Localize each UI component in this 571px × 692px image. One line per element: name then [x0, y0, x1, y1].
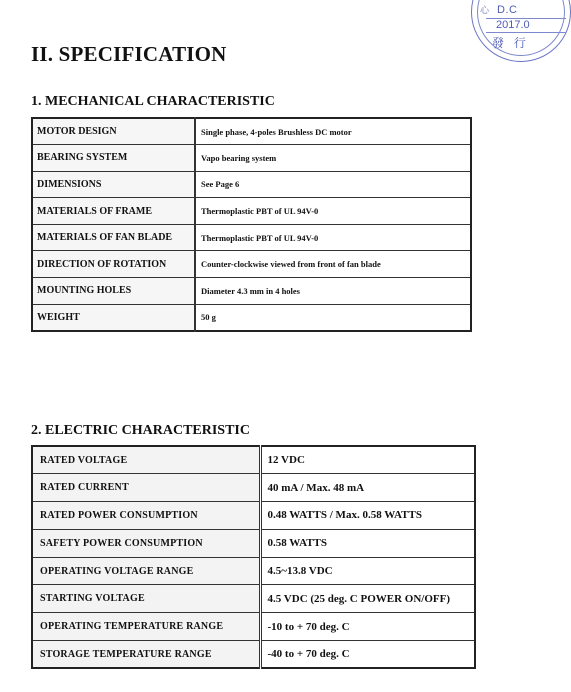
row-value: 40 mA / Max. 48 mA [260, 474, 475, 502]
row-label: MOTOR DESIGN [32, 118, 195, 145]
mechanical-section-title: 1. MECHANICAL CHARACTERISTIC [31, 94, 275, 109]
row-label: OPERATING TEMPERATURE RANGE [32, 613, 260, 641]
row-value: Diameter 4.3 mm in 4 holes [195, 278, 471, 305]
electric-table [31, 445, 476, 669]
row-value: -40 to + 70 deg. C [260, 641, 475, 669]
table-row [32, 557, 475, 585]
row-label: OPERATING VOLTAGE RANGE [32, 557, 260, 585]
table-row [32, 613, 475, 641]
row-label: RATED CURRENT [32, 474, 260, 502]
mechanical-table [31, 117, 472, 332]
row-value: Vapo bearing system [195, 145, 471, 172]
table-row [32, 529, 475, 557]
row-label: RATED POWER CONSUMPTION [32, 502, 260, 530]
page-title: II. SPECIFICATION [31, 42, 227, 66]
table-row [32, 278, 471, 305]
row-value: Thermoplastic PBT of UL 94V-0 [195, 198, 471, 225]
row-label: BEARING SYSTEM [32, 145, 195, 172]
row-value: 12 VDC [260, 446, 475, 474]
row-label: SAFETY POWER CONSUMPTION [32, 529, 260, 557]
table-row [32, 641, 475, 669]
table-row [32, 224, 471, 251]
row-label: DIMENSIONS [32, 171, 195, 198]
table-row [32, 304, 471, 331]
table-row [32, 502, 475, 530]
table-row [32, 145, 471, 172]
row-label: STARTING VOLTAGE [32, 585, 260, 613]
table-row [32, 585, 475, 613]
table-row [32, 474, 475, 502]
row-label: MATERIALS OF FAN BLADE [32, 224, 195, 251]
row-value: See Page 6 [195, 171, 471, 198]
row-label: DIRECTION OF ROTATION [32, 251, 195, 278]
table-row [32, 171, 471, 198]
row-label: MOUNTING HOLES [32, 278, 195, 305]
table-row [32, 118, 471, 145]
table-row [32, 251, 471, 278]
table-row [32, 446, 475, 474]
row-value: 4.5 VDC (25 deg. C POWER ON/OFF) [260, 585, 475, 613]
stamp-line-3: 發 行 [492, 36, 529, 50]
table-row [32, 198, 471, 225]
electric-section-title: 2. ELECTRIC CHARACTERISTIC [31, 423, 250, 438]
row-value: Single phase, 4-poles Brushless DC motor [195, 118, 471, 145]
stamp-line-2: 2017.0 [486, 18, 566, 33]
stamp-side-text: 心 [480, 6, 490, 16]
row-label: WEIGHT [32, 304, 195, 331]
row-value: 0.48 WATTS / Max. 0.58 WATTS [260, 502, 475, 530]
row-label: STORAGE TEMPERATURE RANGE [32, 641, 260, 669]
row-value: 4.5~13.8 VDC [260, 557, 475, 585]
approval-stamp [471, 0, 571, 62]
stamp-line-1: D.C [497, 4, 518, 16]
row-value: Thermoplastic PBT of UL 94V-0 [195, 224, 471, 251]
row-label: MATERIALS OF FRAME [32, 198, 195, 225]
row-value: 50 g [195, 304, 471, 331]
row-value: Counter-clockwise viewed from front of fan blade [195, 251, 471, 278]
row-value: 0.58 WATTS [260, 529, 475, 557]
row-label: RATED VOLTAGE [32, 446, 260, 474]
row-value: -10 to + 70 deg. C [260, 613, 475, 641]
